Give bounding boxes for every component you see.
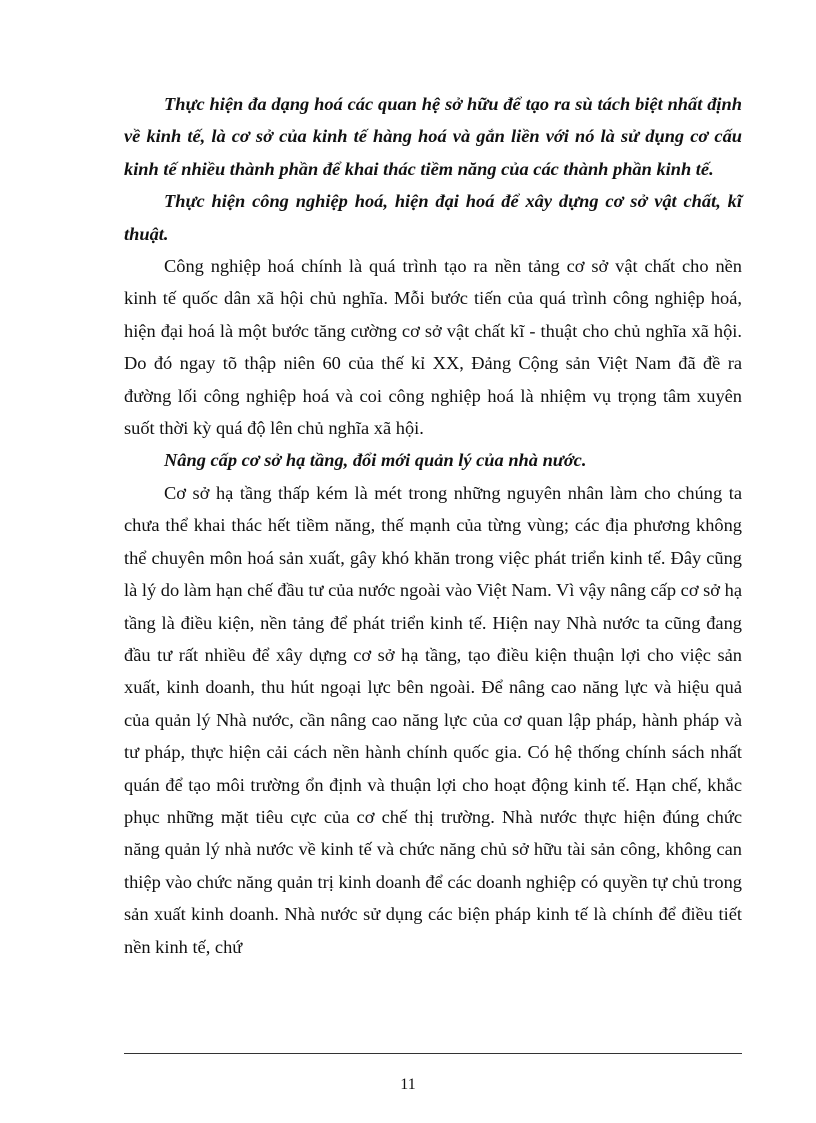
- page-number: 11: [400, 1076, 416, 1093]
- section-heading-ownership: Thực hiện đa dạng hoá các quan hệ sở hữu để tạo ra sù tách biệt nhất định về kinh tế, là cơ sở của kinh tế hàng hoá và gắn liền với nó là sử dụng cơ cấu kinh tế nhiều thành phần để khai thác tiềm năng của các thành phần kinh tế.: [124, 94, 742, 179]
- section-heading-infrastructure: Nâng cấp cơ sở hạ tầng, đổi mới quản lý của nhà nước.: [164, 450, 587, 471]
- footer-divider: [124, 1053, 742, 1054]
- section-heading-industrialization: Thực hiện công nghiệp hoá, hiện đại hoá để xây dựng cơ sở vật chất, kĩ thuật.: [124, 191, 742, 244]
- body-paragraph-industrialization: Công nghiệp hoá chính là quá trình tạo ra nền tảng cơ sở vật chất cho nền kinh tế quốc dân xã hội chủ nghĩa. Mỗi bước tiến của quá trình công nghiệp hoá, hiện đại hoá là một bước tăng cường cơ sở vật chất kĩ - thuật cho chủ nghĩa xã hội. Do đó ngay tõ thập niên 60 của thế kỉ XX, Đảng Cộng sản Việt Nam đã đề ra đường lối công nghiệp hoá và coi công nghiệp hoá là nhiệm vụ trọng tâm xuyên suốt thời kỳ quá độ lên chủ nghĩa xã hội.: [124, 256, 742, 439]
- body-paragraph-infrastructure: Cơ sở hạ tầng thấp kém là mét trong những nguyên nhân làm cho chúng ta chưa thể khai thác hết tiềm năng, thế mạnh của từng vùng; các địa phương không thể chuyên môn hoá sản xuất, gây khó khăn trong việc phát triển kinh tế. Đây cũng là lý do làm hạn chế đầu tư của nước ngoài vào Việt Nam. Vì vậy nâng cấp cơ sở hạ tầng là điều kiện, nền tảng để phát triển kinh tế. Hiện nay Nhà nước ta cũng đang đầu tư rất nhiều để xây dựng cơ sở hạ tầng, tạo điều kiện thuận lợi cho việc sản xuất, kinh doanh, thu hút ngoại lực bên ngoài. Để nâng cao năng lực và hiệu quả của quản lý Nhà nước, cần nâng cao năng lực của cơ quan lập pháp, hành pháp và tư pháp, thực hiện cải cách nền hành chính quốc gia. Có hệ thống chính sách nhất quán để tạo môi trường ổn định và thuận lợi cho hoạt động kinh tế. Hạn chế, khắc phục những mặt tiêu cực của cơ chế thị trường. Nhà nước thực hiện đúng chức năng quản lý nhà nước về kinh tế và chức năng chủ sở hữu tài sản công, không can thiệp vào chức năng quản trị kinh doanh để các doanh nghiệp có quyền tự chủ trong sản xuất kinh doanh. Nhà nước sử dụng các biện pháp kinh tế là chính để điều tiết nền kinh tế, chứ: [124, 482, 742, 957]
- document-page: [124, 88, 742, 963]
